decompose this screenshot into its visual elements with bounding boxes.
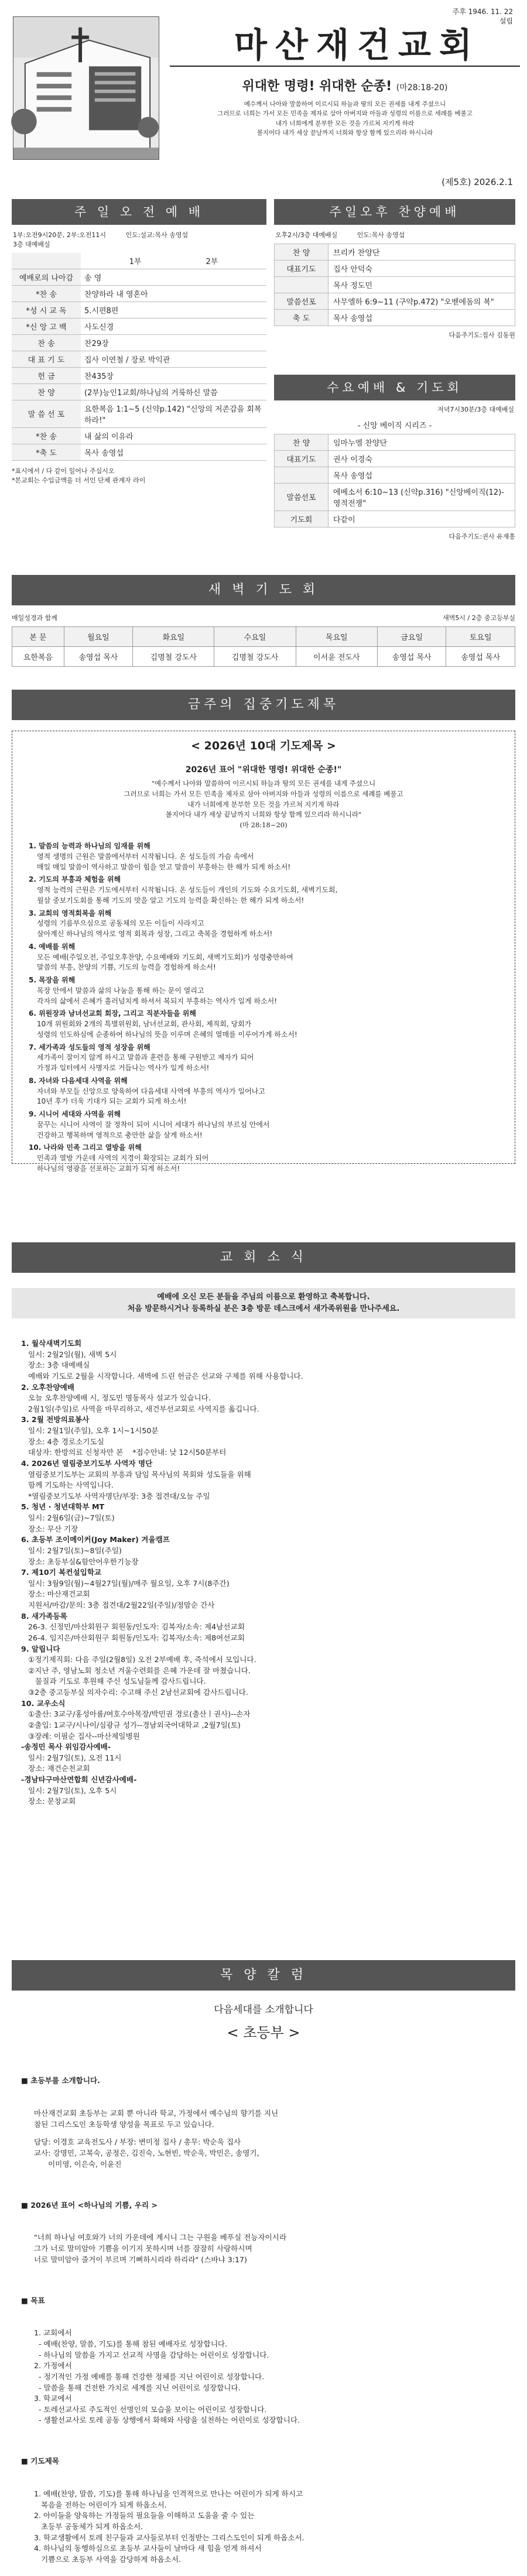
prayer-topic-heading: 3. 교회의 영적회복을 위해 bbox=[29, 909, 112, 917]
column-section-heading: ■ 목표 bbox=[21, 2296, 45, 2305]
dawn-prayer-notes bbox=[12, 614, 515, 623]
news-line: 일시: 2월6일(금)~7일(토) bbox=[21, 1513, 115, 1522]
news-line: 일시: 2월1일(주일), 오후 1시~1시50분 bbox=[21, 1426, 159, 1435]
column-motto-text bbox=[21, 2232, 513, 2265]
prayer-topic-item bbox=[29, 841, 498, 872]
prayer-topic-line: 매일 매일 말씀이 역사하고 말씀이 힘을 얻고 말씀이 부흥하는 한 해가 되게 하소서! bbox=[37, 862, 291, 871]
column-line: - 토레선교사로 주도적인 선명인의 모습을 보이는 어린이로 성장합니다. bbox=[34, 2404, 267, 2414]
news-line: -송정민 목사 위임감사예배- bbox=[21, 1742, 111, 1752]
dawn-day-header: 수요일 bbox=[214, 627, 296, 647]
news-line: 3. 2월 전방의료봉사 bbox=[21, 1415, 90, 1424]
column-line: 초등부 공동체가 되게 하옵소서. bbox=[34, 2522, 143, 2531]
prayer-topic-item bbox=[29, 942, 498, 973]
prayer-topic-line: 10년 후가 더욱 기대가 되는 교회가 되게 하소서! bbox=[37, 1097, 187, 1106]
news-line: 2월1일(주일)로 사역을 마무리하고, 새건부선교회로 사역지를 옮깁니다. bbox=[21, 1404, 259, 1413]
wednesday-order-row bbox=[275, 511, 515, 527]
news-line: 4. 2026년 열림중보기도부 사역자 명단 bbox=[21, 1458, 153, 1468]
established-label: 설립 bbox=[499, 17, 513, 26]
prayer-topic-heading: 1. 말씀의 능력과 하나님의 임재를 위해 bbox=[29, 842, 150, 851]
order-item-value: 목사 정도민 bbox=[328, 276, 515, 293]
prayer-topic-line: 성령의 인도하심에 순종하여 하나님의 뜻을 이루며 은혜의 열매를 이루어가게 하소서! bbox=[37, 1030, 297, 1039]
order-item-label: *축 도 bbox=[12, 444, 81, 460]
morning-place-note: 3층 대예배실 bbox=[13, 240, 50, 248]
prayer-topic-line: 목장 안에서 말씀과 삶의 나눔을 통해 하는 문이 열리고 bbox=[37, 986, 204, 995]
prayer-topic-line: 10개 위원회와 2개의 특별위원회, 남녀선교회, 관사회, 제직회, 당회가 bbox=[37, 1020, 252, 1029]
morning-footnotes bbox=[12, 461, 266, 485]
order-item-value: 사무엘하 6:9~11 (구약p.472) "오벧에돔의 복" bbox=[328, 293, 515, 309]
news-line: 장소: 문창교회 bbox=[21, 1797, 76, 1806]
news-line: 9. 알립니다 bbox=[21, 1644, 60, 1653]
news-line: 장소: 재건순천교회 bbox=[21, 1764, 90, 1773]
morning-footnote: *표시에서 / 다 같이 일어나 주십시오 bbox=[12, 467, 115, 475]
prayer-verse-line: "예수께서 나아와 말씀하여 이르시되 하늘과 땅의 모든 권세를 내게 주셨으니 bbox=[151, 779, 376, 787]
morning-order-row bbox=[12, 285, 266, 302]
dawn-day-header: 목요일 bbox=[296, 627, 377, 647]
order-item-value: 집사 안덕숙 bbox=[328, 260, 515, 276]
order-item-label: 축 도 bbox=[275, 309, 328, 326]
prayer-topic-line: 세가족이 잘이지 않게 하시고 말씀과 훈련을 통해 구원받고 제자가 되어 bbox=[37, 1053, 254, 1062]
order-item-label: *신 앙 고 백 bbox=[12, 318, 81, 334]
dawn-note-left: 매일성경과 함께 bbox=[12, 614, 57, 622]
news-line: 장소: 4층 경로소기도실 bbox=[21, 1437, 104, 1446]
order-item-label: 대표기도 bbox=[275, 260, 328, 276]
column-line: 복음을 전하는 어린이가 되게 하옵소서. bbox=[34, 2500, 167, 2509]
column-line: - 정기적인 가정 예배를 통해 건강한 정체를 지닌 어린이로 성장합니다. bbox=[34, 2372, 265, 2381]
order-item-value: 에베소서 6:10~13 (신약p.316) "신앙베이직(12)-영적전쟁" bbox=[328, 483, 515, 511]
prayer-topic-heading: 2. 기도의 부흥과 체험을 위해 bbox=[29, 875, 121, 884]
morning-order-row bbox=[12, 318, 266, 334]
prayer-topic-item bbox=[29, 909, 498, 940]
prayer-verse-line: 그러므로 너희는 가서 모든 민족을 제자로 삼아 아버지와 아들과 성령의 이름으로 세례를 베풀고 bbox=[124, 789, 403, 798]
column-line: - 생활선교사로 토레 공동 상행에서 화해와 사랑을 실천하는 어린이로 성장합니다. bbox=[34, 2416, 300, 2425]
news-line: 장소: 마산재건교회 bbox=[21, 1590, 90, 1599]
column-line bbox=[34, 2130, 513, 2137]
morning-order-table bbox=[12, 253, 266, 461]
column-section-heading: ■ 초등부를 소개합니다. bbox=[21, 2076, 100, 2085]
news-line: 열림중보기도부는 교회의 부흥과 담임 목사님의 목회와 성도들을 위해 bbox=[21, 1469, 251, 1479]
prayer-topic-line: 자녀와 부모들 신앙으로 양육하여 다음세대 사역에 부흥의 역사가 일어나고 bbox=[37, 1087, 265, 1095]
column-section-heading: ■ 기도제목 bbox=[21, 2457, 59, 2466]
order-item-label: *찬 송 bbox=[12, 427, 81, 444]
news-line: 대상자: 한방의료 신청자만 본 *접수안내: 낮 12시50분부터 bbox=[21, 1448, 227, 1457]
prayer-topic-line: 가정과 일터에서 사명자로 거듭나는 역사가 일게 하소서! bbox=[37, 1064, 210, 1073]
afternoon-order-row bbox=[275, 309, 515, 326]
prayer-topic-line: 월삼 중보기도회를 통해 기도의 맛을 알고 기도의 능력을 확신하는 한 해가 되게 하소서! bbox=[37, 896, 304, 905]
prayer-topic-item bbox=[29, 1009, 498, 1040]
order-item-value: 찬29장 bbox=[81, 334, 266, 351]
order-item-label bbox=[275, 276, 328, 293]
morning-order-header bbox=[12, 253, 266, 269]
prayer-topic-line: 꿈꾸는 시니어 사역이 잘 정착이 되어 시니어 세대가 하나님의 부르심 안에서 bbox=[37, 1120, 270, 1129]
column-line: 기쁨으로 초등부 사역을 감당하게 하옵소서. bbox=[34, 2554, 182, 2564]
column-department-name: < 초등부 > bbox=[227, 2025, 300, 2041]
order-item-label: 말 씀 선 포 bbox=[12, 400, 81, 427]
column-line: 2. 아이들을 양육하는 가정들의 필요들을 이해하고 도움을 줄 수 있는 bbox=[34, 2511, 255, 2520]
news-line: 장소: 3층 대예배실 bbox=[21, 1361, 90, 1370]
news-line: 7. 제10기 복컨설입학교 bbox=[21, 1568, 102, 1577]
dawn-leader-cell: 송영섭 목사 bbox=[446, 647, 515, 667]
order-item-label: 기도회 bbox=[275, 511, 328, 527]
dawn-leader-cell: 김명철 강도사 bbox=[133, 647, 214, 667]
prayer-topic-line: 하나님의 영광을 선포하는 교회가 되게 하소서! bbox=[37, 1164, 180, 1173]
annual-theme-text: 위대한 명령! 위대한 순종! bbox=[242, 79, 392, 94]
morning-order-row bbox=[12, 351, 266, 367]
theme-verse-line: 내가 너희에게 분부한 모든 것을 가르쳐 지키게 하라 bbox=[275, 119, 415, 127]
pastoral-column-title: 목 양 칼 럼 bbox=[12, 1960, 515, 1991]
news-line: ①출산: 3교구/홍성아룸/여호수아목장/박민권 경로(출산ㅣ권사)--손자 bbox=[21, 1710, 251, 1719]
column-line: 마산재건교회 초등부는 교회 뿐 아니라 학교, 가정에서 예수님의 향기를 지닌 bbox=[34, 2109, 279, 2118]
order-item-value: 5.시편8편 bbox=[81, 302, 266, 318]
news-line: -경남타구마산연합회 신년감사예배- bbox=[21, 1775, 137, 1784]
order-item-value: 집사 이연철 / 장로 박익관 bbox=[81, 351, 266, 367]
order-item-label: 말씀선포 bbox=[275, 293, 328, 309]
order-item-label: 헌 금 bbox=[12, 367, 81, 383]
prayer-topic-heading: 5. 목장을 위해 bbox=[29, 976, 76, 985]
header-divider bbox=[170, 66, 520, 67]
morning-order-row bbox=[12, 367, 266, 383]
morning-order-row bbox=[12, 302, 266, 318]
order-item-label: *찬 송 bbox=[12, 285, 81, 302]
prayer-topic-line: 민족과 열방 가운데 사역의 지경이 확장되는 교회가 되어 bbox=[37, 1154, 209, 1163]
order-item-label: 찬 양 bbox=[275, 434, 328, 450]
order-item-label: 찬 송 bbox=[12, 334, 81, 351]
order-item-value: 찬양하라 내 영혼아 bbox=[81, 285, 266, 302]
afternoon-next-prayer: 다음주기도:집사 김동원 bbox=[449, 331, 515, 339]
prayer-topic-list bbox=[12, 831, 515, 1174]
column-section-heading: ■ 2026년 표어 <하나님의 기쁨, 우리 > bbox=[21, 2200, 158, 2210]
dawn-head-row bbox=[12, 627, 515, 647]
order-item-value: 목사 송영섭 bbox=[81, 444, 266, 460]
prayer-topic-line: 모든 예배(주일오전, 주일오후찬양, 수요예배와 기도회, 새벽기도회)가 성령충만하여 bbox=[37, 953, 293, 961]
dawn-day-header: 토요일 bbox=[446, 627, 515, 647]
prayer-topics-box bbox=[12, 731, 515, 1173]
wednesday-order-table bbox=[274, 434, 515, 527]
dawn-leader-cell: 김명철 강도사 bbox=[214, 647, 296, 667]
established-year: 주후 1946. 11. 22 bbox=[452, 8, 513, 16]
news-line: 8. 새가족등록 bbox=[21, 1611, 67, 1621]
wednesday-service-title: 수요예배 & 기도회 bbox=[274, 375, 515, 400]
dawn-note-right: 새벽5시 / 2층 중고등부실 bbox=[443, 614, 515, 622]
column-goals-text bbox=[21, 2328, 513, 2426]
afternoon-order-row bbox=[275, 244, 515, 260]
church-news-list bbox=[21, 1338, 513, 1807]
order-item-value: 송 영 bbox=[81, 269, 266, 285]
bulletin-header bbox=[0, 0, 527, 199]
morning-order-row bbox=[12, 400, 266, 427]
dawn-day-header: 월요일 bbox=[64, 627, 133, 647]
afternoon-order-table bbox=[274, 244, 515, 326]
wednesday-order-row bbox=[275, 434, 515, 450]
annual-theme bbox=[170, 76, 520, 94]
theme-verse-line: 볼지어다 내가 세상 끝날까지 너희와 항상 함께 있으리라 하시니라 bbox=[256, 129, 433, 136]
church-name: 마산재건교회 bbox=[234, 25, 481, 65]
prayer-verse-line: 내가 너희에게 분부한 모든 것을 가르쳐 지키게 하라 bbox=[187, 800, 340, 809]
order-item-value: 목사 송영섭 bbox=[328, 467, 515, 483]
prayer-topic-item bbox=[29, 1076, 498, 1107]
news-line: 예배와 기도로 2월을 시작합니다. 새벽에 드린 헌금은 선교와 구제를 위해 사용합니다. bbox=[21, 1371, 303, 1381]
theme-verse-line: 그러므로 너희는 가서 모든 민족을 제자로 삼아 아버지와 아들과 성령의 이름으로 세례를 베풀고 bbox=[217, 110, 473, 118]
column-line: 1. 예배(찬양, 말씀, 기도)를 통해 하나님을 인격적으로 만나는 어린이가 되게 하시고 bbox=[34, 2489, 303, 2499]
news-line: 장소: 무산 기장 bbox=[21, 1524, 78, 1533]
news-line: 오늘 오후찬양예배 시, 정도민 명동목사 설교가 있습니다. bbox=[21, 1393, 211, 1403]
order-item-label: 찬 양 bbox=[12, 383, 81, 400]
order-item-value: 브리카 찬양단 bbox=[328, 244, 515, 260]
order-item-value: 내 삶의 이유라 bbox=[81, 427, 266, 444]
order-item-label bbox=[275, 467, 328, 483]
order-item-label: *성 시 교 독 bbox=[12, 302, 81, 318]
morning-leader-note: 인도:설교:목사 송영섭 bbox=[125, 231, 189, 239]
order-item-value: 사도신경 bbox=[81, 318, 266, 334]
annual-theme-ref: (마28:18-20) bbox=[396, 83, 448, 93]
welcome-line: 처음 방문하시거나 등록하실 분은 3층 방문 데스크에서 새가족위원을 만나주세요. bbox=[127, 1304, 400, 1314]
issue-number: (제5호) 2026.2.1 bbox=[442, 177, 513, 187]
dawn-day-header: 금요일 bbox=[377, 627, 446, 647]
morning-order-row bbox=[12, 334, 266, 351]
prayer-verse-line: 볼지어다 내가 세상 끝날까지 너희와 항상 함께 있으리라 하시니라" bbox=[165, 810, 362, 819]
prayer-topic-item bbox=[29, 1043, 498, 1074]
wednesday-time-note: 저녁7시30분/3층 대예배실 bbox=[437, 406, 514, 413]
prayer-topic-heading: 10. 나라와 민족 그리고 열방을 위해 bbox=[29, 1143, 142, 1152]
column-line: 교사: 강명민, 고복숙, 공정은, 김진숙, 노현빈, 박순욱, 박민은, 송영기, bbox=[34, 2149, 259, 2157]
prayer-topic-heading: 8. 자녀와 다음세대 사역을 위해 bbox=[29, 1076, 128, 1085]
prayer-topic-line: 영적 생명의 근원은 말씀에서부터 시작됩니다. 온 성도들의 가슴 속에서 bbox=[37, 852, 254, 861]
wednesday-order-row bbox=[275, 467, 515, 483]
news-line: ③2층 중고등부실 의자수리: 수고해 주신 2남선교회에 감사드립니다. bbox=[21, 1688, 248, 1697]
prayer-topic-item bbox=[29, 875, 498, 906]
afternoon-notes bbox=[274, 225, 515, 244]
prayer-topic-heading: 4. 예배를 위해 bbox=[29, 942, 76, 951]
afternoon-order-row bbox=[275, 260, 515, 276]
wednesday-order-row bbox=[275, 483, 515, 511]
news-line: 일시: 3월9일(월)~4월27일(월)/매주 월요일, 오후 7시(8주간) bbox=[21, 1578, 230, 1588]
afternoon-service-section bbox=[274, 199, 515, 340]
church-building-image bbox=[13, 16, 159, 160]
order-item-label: 대 표 기 도 bbox=[12, 351, 81, 367]
prayer-topic-heading: 7. 세가족과 성도들의 영적 성장을 위해 bbox=[29, 1043, 150, 1051]
column-line: - 예배(찬양, 말씀, 기도)를 통해 참된 예배자로 성장합니다. bbox=[34, 2339, 228, 2348]
news-line: 1. 월삭새벽기도회 bbox=[21, 1339, 82, 1348]
morning-service-title: 주 일 오 전 예 배 bbox=[12, 199, 266, 225]
church-building-illustration bbox=[13, 17, 159, 159]
part2-label: 2부 bbox=[206, 257, 218, 266]
dawn-day-header: 본 문 bbox=[12, 627, 64, 647]
theme-verse-line: 예수께서 나아와 말씀하여 이르시되 하늘과 땅의 모든 권세를 내게 주셨으니 bbox=[244, 101, 446, 108]
church-news-title: 교 회 소 식 bbox=[12, 1242, 515, 1273]
column-line: "너희 하나님 여호와가 너의 가운데에 계시니 그는 구원을 베푸실 전능자이시라 bbox=[34, 2233, 287, 2242]
prayer-topics-title: 금주의 집중기도제목 bbox=[12, 690, 515, 720]
prayer-verse bbox=[12, 775, 515, 831]
wednesday-next-prayer: 다음주기도:권사 유재흥 bbox=[449, 532, 515, 540]
theme-verse bbox=[170, 100, 520, 138]
prayer-topic-line: 성령의 기름부으심으로 공동체의 모든 이들이 사라지고 bbox=[37, 919, 204, 928]
prayer-topic-line: 살아계신 하나님의 역사로 영적 회복과 성장, 그리고 축복을 경험하게 하소서! bbox=[37, 930, 273, 938]
dawn-day-header: 화요일 bbox=[133, 627, 214, 647]
column-line: 3. 학교에서 bbox=[34, 2394, 72, 2403]
prayer-topic-heading: 9. 시니어 세대와 사역을 위해 bbox=[29, 1110, 121, 1119]
column-body bbox=[21, 2054, 513, 2576]
order-item-value: (2부)능인1교회/하나님의 거룩하신 말씀 bbox=[81, 383, 266, 400]
dawn-leader-cell: 송영섭 목사 bbox=[377, 647, 446, 667]
dawn-leader-cell: 송영섭 목사 bbox=[64, 647, 133, 667]
morning-order-row bbox=[12, 383, 266, 400]
prayer-topics-subtitle: < 2026년 10대 기도제목 > bbox=[191, 739, 336, 752]
column-line: - 하나님의 말씀을 가지고 선교적 사명을 감당하는 어린이로 성장합니다. bbox=[34, 2350, 269, 2359]
news-line: 함께 기도하는 사역입니다. bbox=[21, 1481, 114, 1490]
afternoon-service-title: 주일오후 찬양예배 bbox=[274, 199, 515, 225]
news-line: ①정기제직회: 다음 주일(2월8일) 오전 2부예배 후, 즉석에서 모입니다. bbox=[21, 1655, 256, 1664]
news-line: 10. 교우소식 bbox=[21, 1698, 66, 1708]
wednesday-order-row bbox=[275, 450, 515, 467]
news-line: 일시: 2월7일(토), 오후 5시 bbox=[21, 1786, 117, 1795]
morning-order-row bbox=[12, 444, 266, 460]
news-line: *열림중보기도부 사역자명단/부장: 3층 접견대/오늘 주일 bbox=[21, 1491, 210, 1501]
column-line: 너로 말미암아 즐거이 부르며 기뻐하시리라 하리라" (스바냐 3:17) bbox=[34, 2255, 247, 2264]
column-prayer-text bbox=[21, 2489, 513, 2565]
order-item-label: 대표기도 bbox=[275, 450, 328, 467]
dawn-prayer-title: 새 벽 기 도 회 bbox=[12, 575, 515, 605]
news-line: ②출입: 1교구/시나이/심광규 성가--경남외국어대학교 ,2월7일(토) bbox=[21, 1720, 241, 1729]
prayer-topic-line: 각자의 삶에서 은혜가 흘러넘치게 하셔서 복되지 부흥하는 역사가 일게 하소서! bbox=[37, 996, 278, 1005]
welcome-line: 예배에 오신 모든 분들을 주님의 이름으로 환영하고 축복합니다. bbox=[157, 1293, 370, 1301]
dawn-schedule-table bbox=[12, 626, 515, 667]
afternoon-order-row bbox=[275, 276, 515, 293]
prayer-topic-line: 영적 능력의 근원은 기도에서부터 시작됩니다. 온 성도들이 개인의 기도와 수요기도회, 새벽기도회, bbox=[37, 886, 338, 895]
column-line: 1. 교회에서 bbox=[34, 2328, 72, 2338]
order-item-value: 찬435장 bbox=[81, 367, 266, 383]
column-intro-text bbox=[21, 2108, 513, 2170]
news-line: 6. 초등부 조이메이커(Joy Maker) 겨울캠프 bbox=[21, 1535, 170, 1544]
news-line: 2. 오후찬양예배 bbox=[21, 1382, 74, 1392]
morning-order-row bbox=[12, 427, 266, 444]
wednesday-series-title: - 신앙 베이직 시리즈 - bbox=[357, 421, 432, 430]
news-line: 장소: 초등부실&함안어우한기능장 bbox=[21, 1557, 139, 1566]
wednesday-service-section bbox=[274, 375, 515, 542]
welcome-banner bbox=[12, 1288, 515, 1318]
order-item-value: 목사 송영섭 bbox=[328, 309, 515, 326]
dawn-leader-row bbox=[12, 647, 515, 667]
prayer-topic-item bbox=[29, 1143, 498, 1174]
news-line: 물질과 기도로 후원해 주신 성도님들께 감사드립니다. bbox=[21, 1677, 206, 1686]
column-subtitle: 다음세대를 소개합니다 bbox=[214, 2004, 313, 2016]
morning-time-note: 1부:오전9시20분, 2부:오전11시 bbox=[13, 231, 107, 239]
prayer-topic-line: 말씀의 부흥, 찬양의 기쁨, 기도의 능력을 경험하게 하소서! bbox=[37, 963, 216, 972]
morning-service-notes bbox=[12, 225, 266, 253]
afternoon-order-row bbox=[275, 293, 515, 309]
prayer-topic-item bbox=[29, 1109, 498, 1140]
prayer-verse-ref: (마 28:18~20) bbox=[239, 821, 288, 830]
news-line: 일시: 2월7일(토)~8일(주일) bbox=[21, 1546, 122, 1555]
news-line: 26-3. 신정민/마산회원구 회원동/인도자: 김복자/소속: 제4남선교회 bbox=[21, 1622, 245, 1632]
order-item-value: 권사 이경숙 bbox=[328, 450, 515, 467]
news-line: 일시: 2월7일(토), 오전 11시 bbox=[21, 1753, 122, 1762]
prayer-theme: 2026년 표어 "위대한 명령! 위대한 순종!" bbox=[185, 765, 342, 775]
afternoon-time-note: 오후2시/3층 대예배실 bbox=[275, 231, 338, 239]
morning-service-section bbox=[12, 199, 266, 485]
column-line: 이미영, 이은숙, 이윤진 bbox=[34, 2159, 122, 2169]
prayer-topic-item bbox=[29, 975, 498, 1006]
column-line: 그가 너로 말미암아 기쁨을 이기지 못하시며 너를 잠잠히 사랑하시며 bbox=[34, 2244, 252, 2253]
news-line: 26-4. 임지은/마산회원구 회원동/인도자: 김복자/소속: 제8여선교회 bbox=[21, 1633, 245, 1642]
column-line: 담당: 이경호 교육전도사 / 부장: 변미정 집사 / 총무: 박순욱 집사 bbox=[34, 2137, 241, 2147]
order-item-value: 임마누엘 찬양단 bbox=[328, 434, 515, 450]
news-line: ③장례: 이필순 집사--마산제일병원 bbox=[21, 1731, 140, 1741]
morning-footnote: *본교회는 수입금액을 더 서인 단체 관계자 라이 bbox=[12, 476, 146, 484]
dawn-leader-cell: 이서윤 전도사 bbox=[296, 647, 377, 667]
news-line: ②지난 주, 영남노회 청소년 겨울수련회를 은혜 가운데 잘 마쳤습니다. bbox=[21, 1666, 251, 1675]
prayer-topic-line: 건강하고 행복하며 영적으로 충만한 삶을 살게 하소서! bbox=[37, 1131, 203, 1139]
afternoon-leader-note: 인도:목사 송영섭 bbox=[357, 231, 405, 239]
prayer-topic-heading: 6. 위원장과 남녀선교회 회장, 그리고 직분자들을 위해 bbox=[29, 1009, 196, 1018]
part1-label: 1부 bbox=[129, 257, 142, 266]
order-item-value: 요한복음 1:1~5 (신약p.142) "신앙의 저존감을 회복하라!" bbox=[81, 400, 266, 427]
column-line: 3. 학교생활에서 토레 친구들과 교사들로부터 인정받는 그리스도인이 되게 하옵소서. bbox=[34, 2533, 304, 2542]
column-line: - 말씀을 통해 건전한 가치로 세계를 지닌 어린이로 성장합니다. bbox=[34, 2383, 241, 2392]
column-line: 2. 가정에서 bbox=[34, 2361, 72, 2371]
order-item-value: 다같이 bbox=[328, 511, 515, 527]
order-item-label: 예배로의 나아감 bbox=[12, 269, 81, 285]
column-line: 참된 그리스도인 초등학생 양성을 목표로 두고 있습니다. bbox=[34, 2119, 214, 2129]
order-item-label: 찬 양 bbox=[275, 244, 328, 260]
order-item-label: 말씀선포 bbox=[275, 483, 328, 511]
news-line: 지원서/마감/문의: 3층 접견대/2월22일(주일)/정맘순 간사 bbox=[21, 1601, 215, 1609]
news-line: 5. 청년 · 청년대학부 MT bbox=[21, 1502, 105, 1512]
dawn-leader-cell: 요한복음 bbox=[12, 647, 64, 667]
morning-order-row bbox=[12, 269, 266, 285]
column-line: 4. 하나님의 동행하심으로 초등부 교사들이 날마다 새 힘을 얻게 하셔서 bbox=[34, 2544, 262, 2553]
news-line: 일시: 2월2일(월), 새벽 5시 bbox=[21, 1349, 117, 1359]
